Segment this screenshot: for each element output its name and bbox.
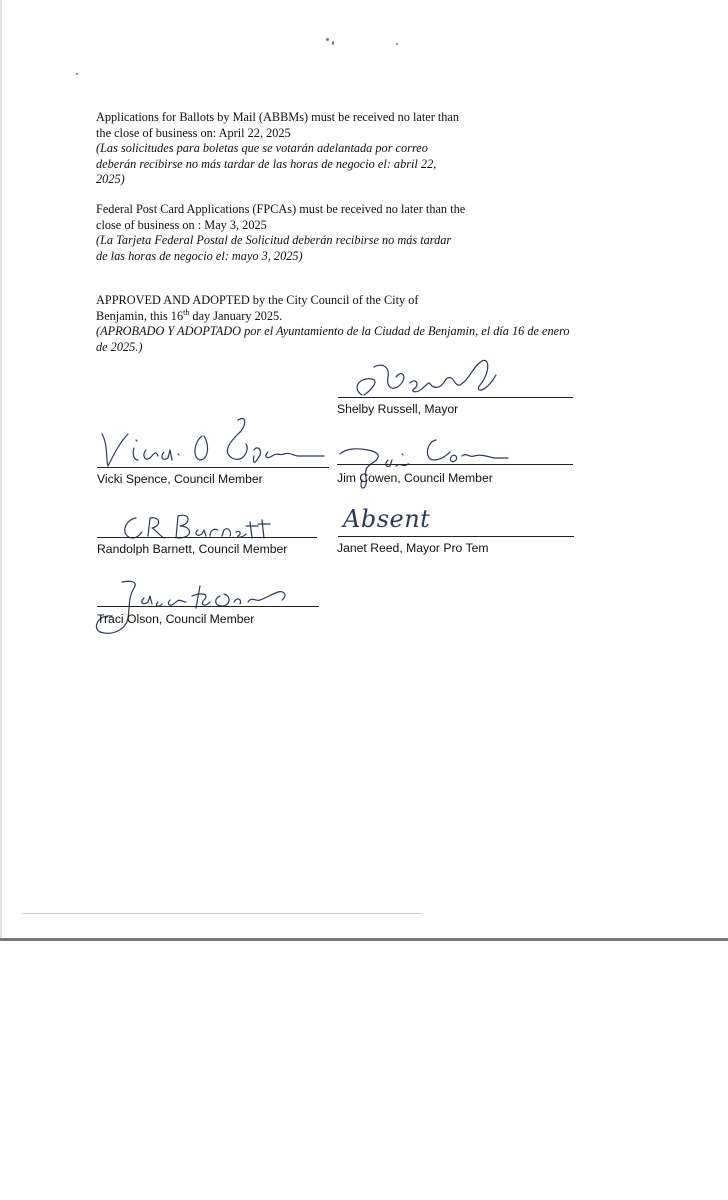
abbm-spanish-line: 2025) <box>96 172 125 187</box>
signer-name-olson: Traci Olson, Council Member <box>97 612 255 626</box>
page-edge-shadow <box>0 938 728 941</box>
scan-speck <box>76 73 78 75</box>
footer-rule <box>22 913 422 914</box>
scan-speck <box>396 43 398 45</box>
signature-olson <box>92 578 302 642</box>
signature-line <box>97 606 319 607</box>
fpca-spanish-line: (La Tarjeta Federal Postal de Solicitud deberán recibirse no más tardar <box>96 233 452 248</box>
signature-line <box>338 536 574 537</box>
fpca-english-line: close of business on : May 3, 2025 <box>96 217 267 232</box>
fpca-spanish-line: de las horas de negocio el: mayo 3, 2025) <box>96 248 303 263</box>
abbm-spanish-line: (Las solicitudes para boletas que se votarán adelantada por correo <box>96 141 428 156</box>
abbm-deadline-paragraph <box>96 110 459 188</box>
abbm-english-line: Applications for Ballots by Mail (ABBMs) must be received no later than <box>96 110 460 124</box>
signature-cowen <box>338 434 513 496</box>
signature-line <box>338 397 573 398</box>
signature-line <box>97 537 317 538</box>
abbm-spanish-line: deberán recibirse no más tardar de las horas de negocio el: abril 22, <box>96 156 437 171</box>
approval-spanish-line: de 2025.) <box>96 339 143 354</box>
ordinal-suffix: th <box>183 307 190 317</box>
fpca-deadline-paragraph <box>96 202 465 264</box>
signer-name-barnett: Randolph Barnett, Council Member <box>97 542 288 556</box>
absent-handwritten: Absent <box>343 505 431 533</box>
approval-spanish-line: (APROBADO Y ADOPTADO por el Ayuntamiento de la Ciudad de Benjamin, el día 16 de enero <box>96 324 570 339</box>
scan-edge <box>0 0 2 940</box>
approval-paragraph <box>96 293 570 355</box>
scan-speck <box>332 41 334 45</box>
approval-date-text: Benjamin, this 16 <box>96 308 184 323</box>
signature-barnett <box>118 510 288 544</box>
signer-name-cowen: Jim Cowen, Council Member <box>337 471 493 485</box>
signature-line <box>337 464 573 465</box>
scan-speck <box>326 38 329 41</box>
signer-name-reed: Janet Reed, Mayor Pro Tem <box>337 541 489 555</box>
abbm-english-line: the close of business on: April 22, 2025 <box>96 125 291 140</box>
approval-english-line <box>96 309 570 325</box>
fpca-english-line: Federal Post Card Applications (FPCAs) must be received no later than the <box>96 202 466 216</box>
signature-line <box>97 467 329 468</box>
signature-spence <box>98 414 328 474</box>
approval-english-line: APPROVED AND ADOPTED by the City Council of the City of <box>96 293 419 307</box>
signer-name-mayor: Shelby Russell, Mayor <box>337 402 459 416</box>
signer-name-spence: Vicki Spence, Council Member <box>97 472 263 486</box>
approval-date-text: day January 2025. <box>189 308 283 323</box>
